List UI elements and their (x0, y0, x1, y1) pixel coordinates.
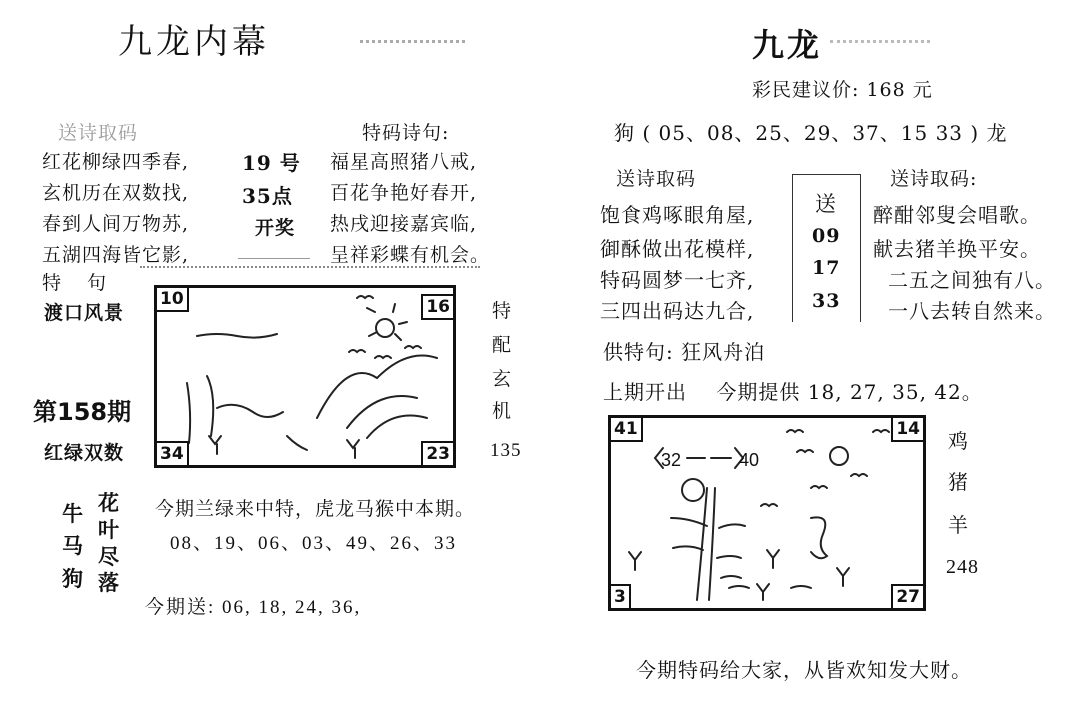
right-gong-te-ju: 供特句: 狂风舟泊 (603, 340, 766, 364)
right-mid-top-border (792, 174, 861, 175)
left-faint-header: 送诗取码 (58, 122, 139, 144)
left-send-line: 今期送: 06, 18, 24, 36, (145, 597, 362, 618)
left-poem-a-2: 玄机历在双数找, (42, 182, 190, 204)
right-mid-09: 09 (812, 225, 841, 247)
left-dukou: 渡口风景 (44, 302, 125, 324)
right-title-smudge (830, 40, 930, 43)
right-box-inner-32: 32 (661, 450, 682, 470)
left-dotted-rule (140, 266, 480, 268)
left-flower-2: 叶 (98, 517, 120, 542)
left-corner-br: 23 (421, 441, 455, 467)
right-bottom-line: 今期特码给大家，从皆欢知发大财。 (636, 658, 972, 682)
right-side-ji: 鸡 (948, 429, 969, 453)
left-animal-gou: 狗 (62, 566, 84, 591)
left-poem-title: 特码诗句: (362, 122, 450, 144)
left-picture-drawing (157, 288, 453, 465)
right-mid-33: 33 (812, 290, 841, 312)
left-poem-a-1: 红花柳绿四季春, (42, 151, 190, 173)
right-poem-a-4: 三四出码达九合, (600, 299, 755, 323)
left-corner-tr: 16 (421, 294, 455, 320)
right-title: 九龙 (752, 26, 823, 64)
right-box-inner-40: 40 (739, 450, 760, 470)
left-animal-ma: 马 (62, 533, 84, 558)
right-mid-right-border (860, 174, 861, 322)
left-side-number: 135 (490, 440, 522, 461)
left-poem-b-2: 百花争艳好春开, (330, 182, 478, 204)
right-price: 彩民建议价: 168 元 (752, 79, 933, 101)
right-send-title-b: 送诗取码: (890, 168, 978, 190)
right-side-yang: 羊 (948, 513, 969, 537)
right-corner-br: 27 (891, 584, 925, 610)
left-side-2: 配 (492, 334, 513, 356)
right-corner-tr: 14 (891, 416, 925, 442)
right-last-line: 上期开出 今期提供 18, 27, 35, 42。 (603, 380, 983, 404)
left-side-1: 特 (492, 300, 513, 322)
left-title-smudge (360, 30, 465, 43)
right-poem-a-3: 特码圆梦一七齐, (600, 268, 755, 292)
left-poem-a-4: 五湖四海皆它影, (42, 244, 190, 266)
left-poem-b-3: 热戌迎接嘉宾临, (330, 213, 478, 235)
right-poem-a-1: 饱食鸡啄眼角屋, (600, 203, 755, 227)
left-flower-3: 尽 (98, 544, 120, 569)
left-poem-b-4: 呈祥彩蝶有机会。 (330, 244, 491, 266)
right-poem-b-3: 二五之间独有八。 (888, 268, 1056, 292)
right-send-title-a: 送诗取码 (616, 168, 697, 190)
right-poem-b-1: 醉酣邻叟会唱歌。 (873, 203, 1041, 227)
right-corner-bl: 3 (609, 584, 631, 610)
left-message: 今期兰绿来中特，虎龙马猴中本期。 (155, 498, 476, 520)
right-mid-left-border (792, 174, 793, 322)
left-corner-tl: 10 (155, 286, 189, 312)
left-poem-a-3: 春到人间万物苏, (42, 213, 190, 235)
right-mid-song: 送 (815, 192, 837, 216)
left-picture-box (154, 285, 456, 468)
right-side-number: 248 (946, 556, 979, 578)
left-side-3: 玄 (492, 368, 513, 390)
right-mid-17: 17 (812, 257, 841, 279)
left-flower-1: 花 (98, 490, 120, 515)
right-picture-drawing (611, 418, 923, 608)
right-poem-a-2: 御酥做出花模样, (600, 237, 755, 261)
right-poem-b-2: 献去猪羊换平安。 (873, 237, 1041, 261)
left-period: 第158期 (33, 398, 132, 426)
left-poem-b-1: 福星高照猪八戒, (330, 151, 478, 173)
left-flower-4: 落 (98, 570, 120, 595)
left-honglv: 红绿双数 (44, 442, 125, 464)
right-picture-box (608, 415, 926, 611)
left-number-35: 35点 (242, 184, 293, 208)
left-te-ju: 特 句 (42, 272, 117, 294)
left-numbers-line: 08、19、06、03、49、26、33 (170, 533, 458, 554)
right-poem-b-4: 一八去转自然来。 (888, 299, 1056, 323)
left-title: 九龙内幕 (118, 22, 270, 62)
right-dog-line: 狗 ( 05、08、25、29、37、15 33 ) 龙 (614, 121, 1008, 145)
left-kaijiang: 开奖 (255, 217, 296, 239)
left-number-19: 19 号 (242, 151, 301, 175)
right-corner-tl: 41 (609, 416, 643, 442)
left-number-divider (238, 258, 310, 259)
left-side-4: 机 (492, 400, 513, 422)
right-side-zhu: 猪 (948, 470, 969, 494)
left-animal-niu: 牛 (62, 501, 84, 526)
left-corner-bl: 34 (155, 441, 189, 467)
